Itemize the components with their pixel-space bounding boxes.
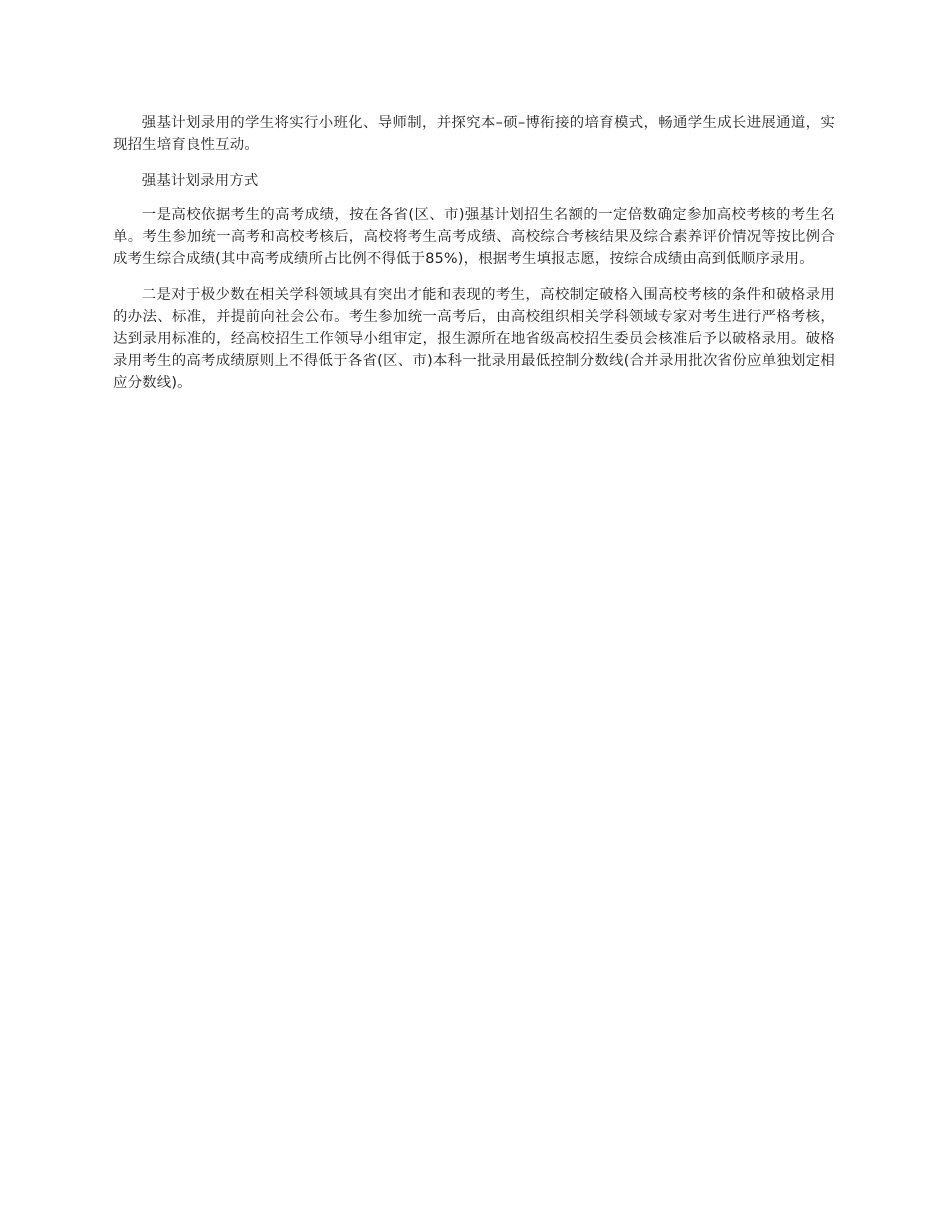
paragraph-method-two: 二是对于极少数在相关学科领域具有突出才能和表现的考生，高校制定破格入围高校考核的条件和破格录用的办法、标准，并提前向社会公布。考生参加统一高考后，由高校组织相关学科领域专家对考生进行严格考核，达到录用标准的，经高校招生工作领导小组审定，报生源所在地省级高校招生委员会核准后予以破格录用。破格录用考生的高考成绩原则上不得低于各省(区、市)本科一批录用最低控制分数线(合并录用批次省份应单独划定相应分数线)。 [113, 287, 835, 391]
document-page [113, 112, 835, 408]
section-heading-admission-methods: 强基计划录用方式 [141, 173, 259, 189]
paragraph-training-model: 强基计划录用的学生将实行小班化、导师制，并探究本–硕–博衔接的培育模式，畅通学生成长进展通道，实现招生培育良性互动。 [113, 115, 835, 153]
paragraph-method-one: 一是高校依据考生的高考成绩，按在各省(区、市)强基计划招生名额的一定倍数确定参加高校考核的考生名单。考生参加统一高考和高校考核后，高校将考生高考成绩、高校综合考核结果及综合素养评价情况等按比例合成考生综合成绩(其中高考成绩所占比例不得低于85%)，根据考生填报志愿，按综合成绩由高到低顺序录用。 [113, 207, 835, 267]
